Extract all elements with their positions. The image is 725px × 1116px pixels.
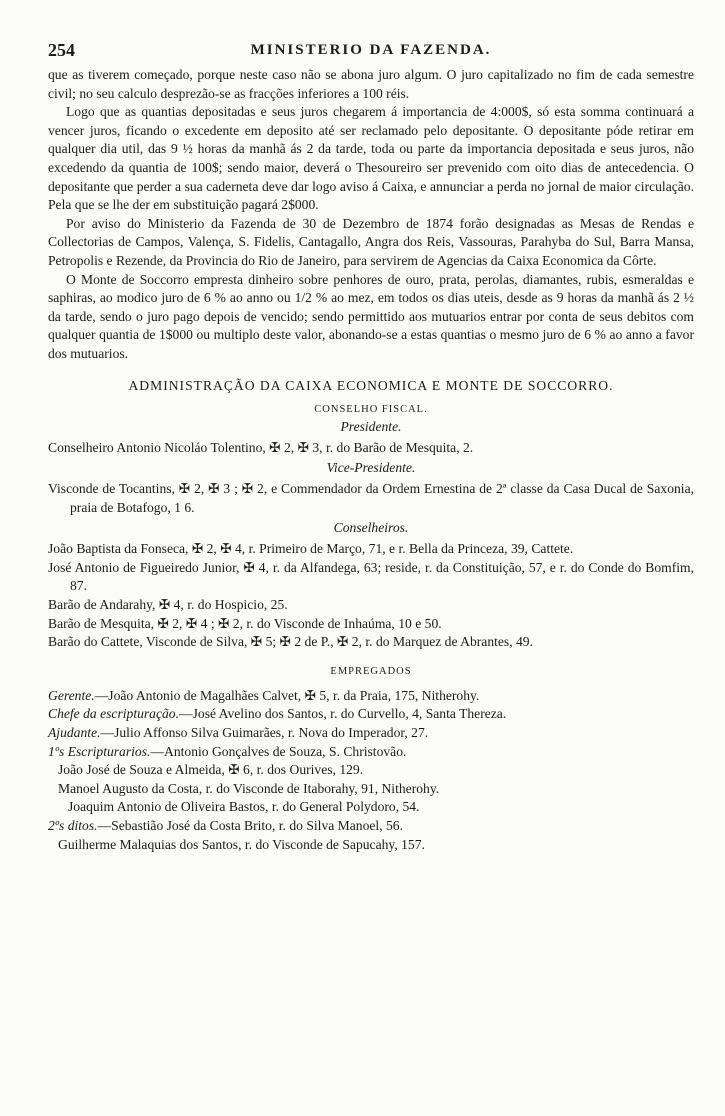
staff-entry	[48, 724, 694, 743]
staff-entry	[48, 780, 694, 799]
staff-text: Guilherme Malaquias dos Santos, r. do Visconde de Sapucahy, 157.	[58, 836, 425, 852]
staff-list	[48, 687, 694, 854]
staff-entry	[48, 836, 694, 855]
staff-text: —Sebastião José da Costa Brito, r. do Silva Manoel, 56.	[97, 818, 404, 833]
councillor-entry: Barão do Cattete, Visconde de Silva, ✠ 5; ✠ 2 de P., ✠ 2, r. do Marquez de Abrantes, 49.	[48, 634, 534, 650]
staff-entry	[48, 743, 694, 762]
councillor-entry: José Antonio de Figueiredo Junior, ✠ 4, r. da Alfandega, 63; reside, r. da Constituição, 57, e r. do Conde do Bomfim, 87.	[48, 559, 694, 594]
staff-heading: EMPREGADOS	[330, 665, 412, 677]
staff-text: —João Antonio de Magalhães Calvet, ✠ 5, r. da Praia, 175, Nitherohy.	[94, 687, 480, 703]
staff-text: João José de Souza e Almeida, ✠ 6, r. dos Ourives, 129.	[58, 762, 364, 778]
staff-role: Gerente.	[48, 687, 95, 703]
staff-role: Chefe da escripturação.	[48, 706, 180, 722]
president-entry: Conselheiro Antonio Nicoláo Tolentino, ✠ 2, ✠ 3, r. do Barão de Mesquita, 2.	[48, 439, 474, 455]
staff-role: Ajudante.	[48, 725, 101, 741]
staff-role: 1ºs Escripturarios.	[48, 743, 151, 759]
staff-text: Manoel Augusto da Costa, r. do Visconde de Itaborahy, 91, Nitherohy.	[58, 780, 440, 796]
staff-text: Joaquim Antonio de Oliveira Bastos, r. do General Polydoro, 54.	[68, 799, 420, 815]
paragraph-agencies: Por aviso do Ministerio da Fazenda de 30 de Dezembro de 1874 forão designadas as Mesas de Rendas e Collectorias de Campos, Valença, S. Fidelis, Cantagallo, Angra dos Reis, Vassouras, Parahyba do Sul, Barra Mansa, Petropolis e Rezende, da Provincia do Rio de Janeiro, para servirem de Agencias da Caixa Economica da Côrte.	[48, 215, 694, 268]
staff-entry	[48, 687, 694, 706]
paragraph-deposit-rules: Logo que as quantias depositadas e seus juros chegarem á importancia de 4:000$, só esta somma continuará a vencer juros, ficando o excedente em deposito até ser reclamado pelo depositante. O depositante póde retirar em qualquer dia util, das 9 ½ horas da manhã ás 2 da tarde, toda ou parte da importancia depositada e seus juros, não excedendo da quantia de 100$; sendo maior, deverá o Thesoureiro ser prevenido com oito dias de antecedencia. O depositante que perder a sua caderneta deve dar logo aviso á Caixa, e annunciar a perda no jornal de maior circulação. Pela que se lhe der em substituição pagará 2$000.	[48, 104, 694, 213]
running-title: MINISTERIO DA FAZENDA.	[250, 42, 492, 58]
council-heading: CONSELHO FISCAL.	[314, 403, 428, 415]
staff-role: 2ºs ditos.	[48, 818, 98, 833]
page-header	[48, 40, 694, 66]
staff-text: —Julio Affonso Silva Guimarães, r. Nova do Imperador, 27.	[100, 725, 429, 741]
councillor-entry: João Baptista da Fonseca, ✠ 2, ✠ 4, r. Primeiro de Março, 71, e r. Bella da Princeza, 39, Cattete.	[48, 541, 574, 557]
page-number: 254	[48, 40, 75, 60]
paragraph-monte-soccorro: O Monte de Soccorro empresta dinheiro sobre penhores de ouro, prata, perolas, diamantes, rubis, esmeraldas e saphiras, ao modico juro de 6 % ao anno ou 1/2 % ao mez, em todos os dias uteis, desde as 9 horas da manhã ás 2 ½ da tarde, sendo o juro pago depois de vencido; sendo permittido aos mutuarios entrar por conta de seus debitos com qualquer quantia de 1$000 ou multiplo deste valor, abonando-se a estas quantias o mesmo juro de 6 % ao anno a favor dos mutuarios.	[48, 271, 694, 361]
vice-president-entry: Visconde de Tocantins, ✠ 2, ✠ 3 ; ✠ 2, e Commendador da Ordem Ernestina de 2ª classe da Casa Ducal de Saxonia, praia de Botafogo, 1 6.	[48, 481, 694, 515]
councillors-role: Conselheiros.	[333, 520, 409, 536]
staff-text: —Antonio Gonçalves de Souza, S. Christovão.	[150, 743, 407, 759]
president-role: Presidente.	[340, 418, 402, 434]
staff-entry	[48, 798, 694, 817]
paragraph-continuation: que as tiverem começado, porque neste caso não se abona juro algum. O juro capitalizado no fim de cada semestre civil; no seu calculo desprezão-se as fracções inferiores a 100 réis.	[48, 67, 694, 101]
councillor-entry: Barão de Mesquita, ✠ 2, ✠ 4 ; ✠ 2, r. do Visconde de Inhaúma, 10 e 50.	[48, 615, 442, 631]
staff-entry	[48, 761, 694, 780]
section-title: ADMINISTRAÇÃO DA CAIXA ECONOMICA E MONTE DE SOCCORRO.	[128, 377, 614, 393]
staff-entry	[48, 817, 694, 836]
vice-president-role: Vice-Presidente.	[326, 460, 416, 476]
councillor-entry: Barão de Andarahy, ✠ 4, r. do Hospicio, 25.	[48, 597, 288, 613]
staff-entry	[48, 705, 694, 724]
staff-text: —José Avelino dos Santos, r. do Curvello, 4, Santa Thereza.	[179, 706, 507, 722]
document-page	[48, 40, 694, 854]
